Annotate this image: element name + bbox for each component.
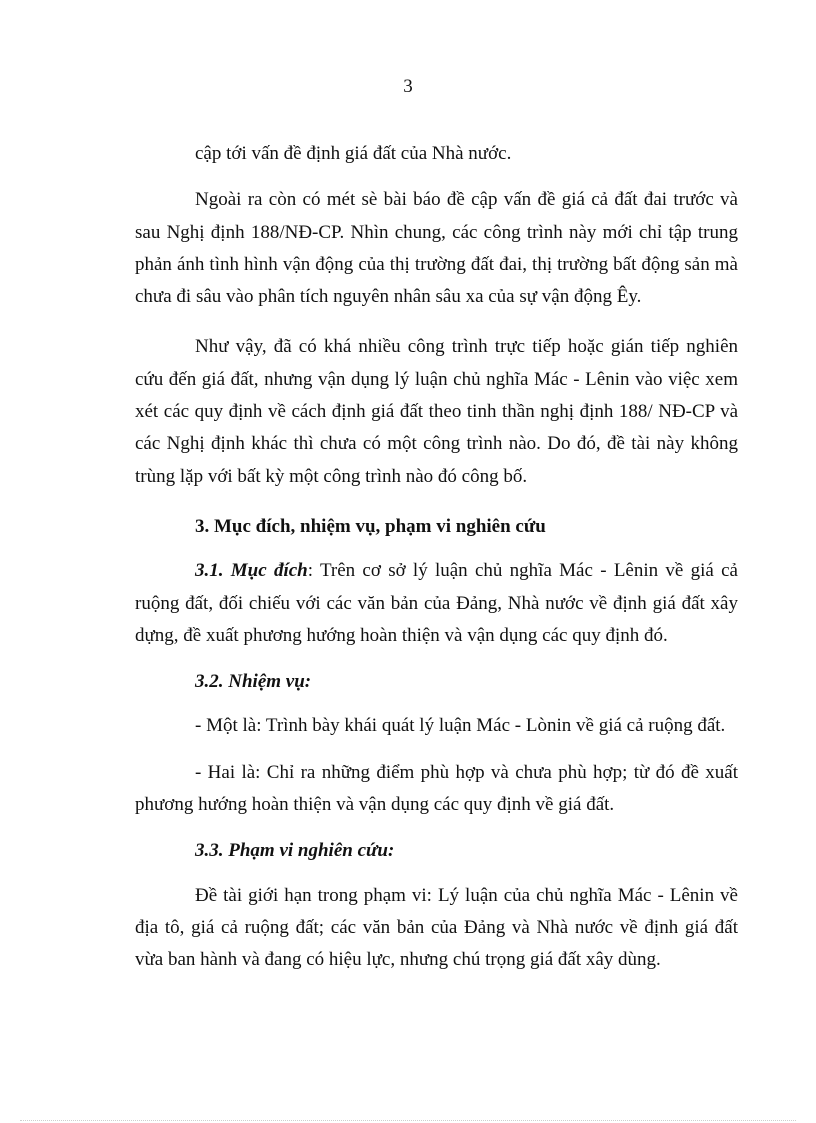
paragraph-articles: Ngoài ra còn có mét sè bài báo đề cập vấn đề giá cả đất đai trước và sau Nghị định 188/NĐ-CP. Nhìn chung, các công trình này mới chỉ tập trung phản ánh tình hình vận động của thị trường đất đai, thị trường bất động sản mà chưa đi sâu vào phân tích nguyên nhân sâu xa của sự vận động Êy. <box>135 189 738 308</box>
subsection-purpose <box>135 555 738 652</box>
paragraph-continuation: cập tới vấn đề định giá đất của Nhà nước. <box>195 143 512 164</box>
section-heading: 3. Mục đích, nhiệm vụ, phạm vi nghiên cứu <box>195 515 546 537</box>
task-item-two: - Hai là: Chỉ ra những điểm phù hợp và chưa phù hợp; từ đó đề xuất phương hướng hoàn thiện và vận dụng các quy định về giá đất. <box>135 761 738 816</box>
subsection-tasks-title: 3.2. Nhiệm vụ: <box>195 671 312 693</box>
subsection-scope-title: 3.3. Phạm vi nghiên cứu: <box>195 840 395 862</box>
page-bottom-divider <box>20 1120 796 1121</box>
paragraph-summary: Như vậy, đã có khá nhiều công trình trực tiếp hoặc gián tiếp nghiên cứu đến giá đất, nhưng vận dụng lý luận chủ nghĩa Mác - Lênin vào việc xem xét các quy định về cách định giá đất theo tinh thần nghị định 188/ NĐ-CP và các Nghị định khác thì chưa có một công trình nào. Do đó, đề tài này không trùng lặp với bất kỳ một công trình nào đó công bố. <box>135 336 738 487</box>
subsection-purpose-text: : Trên cơ sở lý luận chủ nghĩa Mác - Lênin về giá cả ruộng đất, đối chiếu với các văn bản của Đảng, Nhà nước về định giá đất xây dựng, đề xuất phương hướng hoàn thiện và vận dụng các quy định đó. <box>135 560 738 646</box>
subsection-scope-text: Đề tài giới hạn trong phạm vi: Lý luận của chủ nghĩa Mác - Lênin về địa tô, giá cả ruộng đất; các văn bản của Đảng và Nhà nước về định giá đất vừa ban hành và đang có hiệu lực, nhưng chú trọng giá đất xây dùng. <box>135 884 738 971</box>
task-item-one: - Một là: Trình bày khái quát lý luận Mác - Lònin về giá cả ruộng đất. <box>195 715 726 737</box>
page-number: 3 <box>403 76 413 97</box>
document-body <box>135 138 738 991</box>
subsection-purpose-title: 3.1. Mục đích <box>195 560 308 582</box>
